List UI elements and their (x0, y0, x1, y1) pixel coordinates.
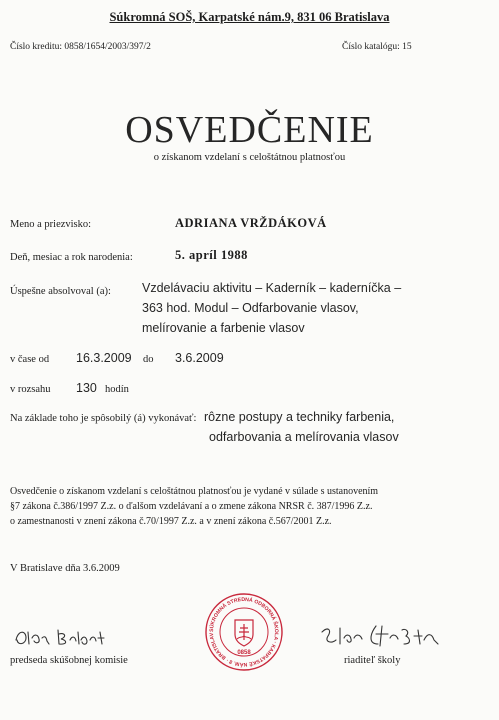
legal-line-3: o zamestnanosti v znení zákona č.70/1997 Z.z. a v znení zákona č.567/2001 Z.z. (10, 516, 332, 527)
period-to-label: do (143, 354, 154, 365)
scope-value: 130 (76, 381, 97, 395)
legal-line-2: §7 zákona č.386/1997 Z.z. o ďalšom vzdelávaní a o zmene zákona NRSR č. 387/1996 Z.z. (10, 501, 373, 512)
completed-line-1: Vzdelávaciu aktivitu – Kaderník – kaderníčka – (142, 281, 402, 295)
place-date: V Bratislave dňa 3.6.2009 (10, 563, 120, 574)
completed-line-3: melírovanie a farbenie vlasov (142, 321, 305, 335)
official-stamp (204, 592, 284, 672)
period-label: v čase od (10, 354, 50, 365)
name-label: Meno a priezvisko: (10, 219, 92, 230)
period-to: 3.6.2009 (175, 351, 224, 365)
scope-label: v rozsahu (10, 384, 51, 395)
ability-line-1: rôzne postupy a techniky farbenia, (204, 410, 395, 424)
chairman-signature (12, 624, 132, 652)
completed-label: Úspešne absolvoval (a): (10, 286, 111, 297)
document-title: OSVEDČENIE (125, 109, 374, 151)
period-from: 16.3.2009 (76, 351, 132, 365)
legal-line-1: Osvedčenie o získanom vzdelaní s celoštátnou platnosťou je vydané v súlade s ustanovením (10, 486, 379, 497)
catalog-number: Číslo katalógu: 15 (342, 42, 412, 52)
completed-line-2: 363 hod. Modul – Odfarbovanie vlasov, (142, 301, 359, 315)
credit-number: Číslo kreditu: 0858/1654/2003/397/2 (10, 42, 151, 52)
ability-line-2: odfarbovania a melírovania vlasov (209, 430, 399, 444)
stamp-code: 0858 (237, 650, 251, 656)
dob-value: 5. apríl 1988 (175, 248, 248, 262)
document-subtitle: o získanom vzdelaní s celoštátnou platnosťou (153, 152, 346, 163)
school-header: Súkromná SOŠ, Karpatské nám.9, 831 06 Bratislava (109, 10, 390, 24)
name-value: ADRIANA VRŽDÁKOVÁ (175, 216, 327, 230)
director-label: riaditeľ školy (344, 655, 401, 666)
chairman-label: predseda skúšobnej komisie (10, 655, 128, 666)
director-signature (318, 622, 448, 652)
svg-text:SÚKROMNÁ STREDNÁ ODBORNÁ ŠKOLA: SÚKROMNÁ STREDNÁ ODBORNÁ ŠKOLA · KARPATSKÉ NÁM. 8 · BRATISLAV (208, 596, 280, 668)
ability-label: Na základe toho je spôsobilý (á) vykonávať: (10, 413, 197, 424)
scope-unit: hodín (105, 384, 129, 395)
dob-label: Deň, mesiac a rok narodenia: (10, 252, 133, 263)
